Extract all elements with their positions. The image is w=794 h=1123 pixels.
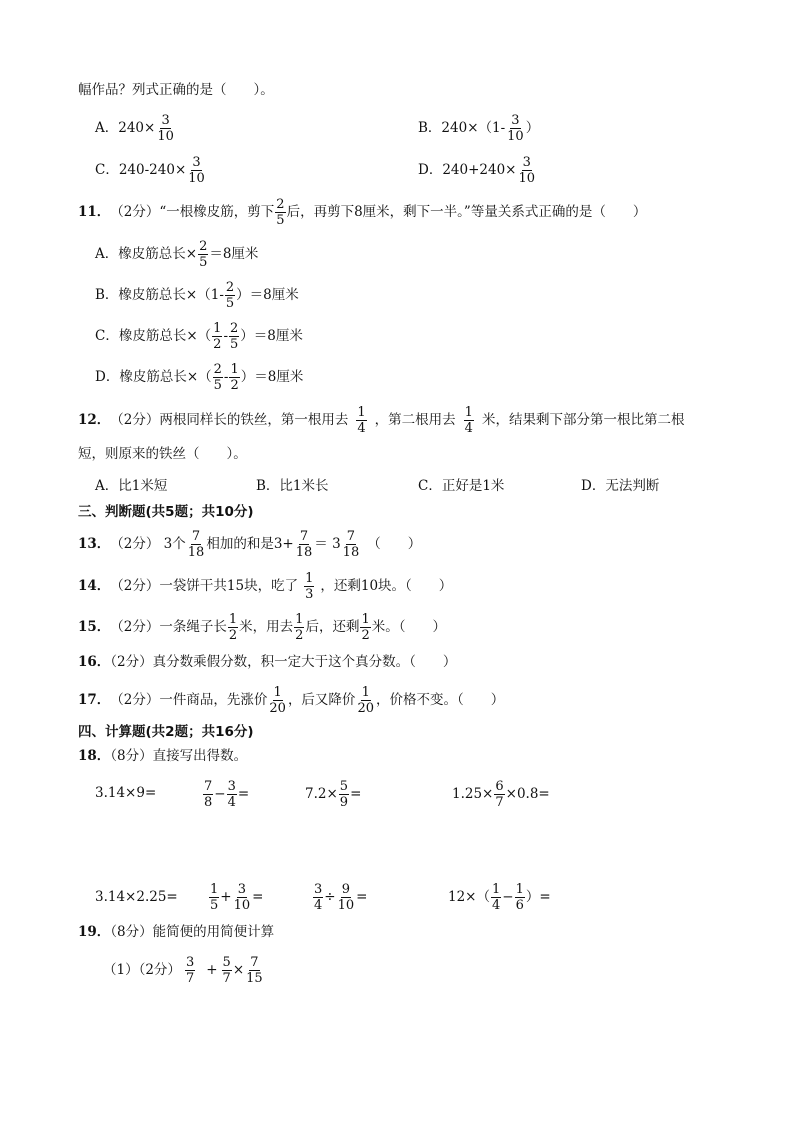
denominator: 10	[233, 897, 251, 913]
q16	[78, 652, 456, 672]
fraction	[198, 239, 208, 270]
q13	[78, 524, 421, 564]
question-number: 19．	[78, 924, 111, 940]
fraction	[222, 955, 232, 986]
numerator: 3	[192, 154, 201, 170]
denominator: 5	[210, 897, 219, 913]
denominator: 5	[213, 377, 222, 393]
numerator: 1	[361, 611, 370, 627]
answer-blank: （ ）	[367, 536, 422, 552]
fraction	[515, 882, 525, 913]
numerator: 3	[185, 954, 195, 970]
numerator: 5	[222, 954, 231, 970]
numerator: 3	[522, 154, 531, 170]
q10-option-a	[95, 108, 176, 148]
numerator: 7	[346, 528, 356, 544]
option-text: 240+240×	[442, 162, 517, 178]
numerator: 1	[230, 361, 239, 377]
fraction	[491, 882, 501, 913]
question-text: 米。（ ）	[371, 619, 446, 635]
question-text: （2分）两根同样长的铁丝，第一根用去	[110, 412, 349, 428]
question-text: 后，再剪下8厘米，剩下一半。”等量关系式正确的是（ ）	[286, 204, 647, 220]
q19-part1	[103, 950, 265, 990]
option-text-end: ＝8厘米	[209, 246, 259, 262]
denominator: 2	[361, 627, 370, 643]
option-text: 240-240×	[118, 162, 187, 178]
numerator: 2	[199, 238, 208, 254]
fraction	[339, 779, 349, 810]
q12-option-a: A．比1米短	[95, 478, 168, 494]
fraction	[227, 779, 237, 810]
option-label: D．	[418, 162, 443, 178]
denominator: 7	[185, 970, 195, 986]
denominator: 15	[246, 970, 263, 986]
denominator: 20	[269, 700, 286, 716]
question-number: 18．	[78, 748, 111, 764]
equals-sign: =	[252, 889, 264, 905]
question-text: ，后又降价	[287, 692, 356, 708]
fraction	[229, 362, 239, 393]
expression-text: 7.2×	[305, 786, 338, 802]
numerator: 1	[357, 404, 366, 420]
denominator: 20	[357, 700, 374, 716]
fraction	[268, 685, 287, 716]
q11-option-b	[95, 275, 299, 315]
q10-option-d	[418, 150, 537, 190]
denominator: 2	[213, 336, 222, 352]
fraction	[185, 955, 195, 986]
part-label: （1）（2分）	[103, 962, 181, 978]
q18-stem	[78, 746, 247, 766]
denominator: 18	[187, 544, 205, 560]
numerator: 1	[515, 881, 524, 897]
fraction	[294, 612, 304, 643]
fraction	[213, 362, 223, 393]
denominator: 4	[464, 420, 473, 436]
numerator: 2	[213, 361, 222, 377]
denominator: 5	[230, 336, 239, 352]
question-text: 后，还剩	[305, 619, 360, 635]
denominator: 10	[337, 897, 355, 913]
denominator: 5	[225, 295, 235, 311]
numerator: 2	[230, 320, 239, 336]
numerator: 7	[191, 528, 201, 544]
q11-option-c	[95, 316, 303, 356]
question-text: （2分）一件商品，先涨价	[110, 692, 268, 708]
numerator: 3	[237, 881, 246, 897]
operator: −	[502, 889, 514, 905]
q10-option-b	[418, 108, 539, 148]
question-number: 17．	[78, 692, 111, 708]
q10-option-c	[95, 150, 207, 190]
denominator: 2	[228, 627, 238, 643]
option-label: B．	[95, 287, 119, 303]
denominator: 18	[342, 544, 360, 560]
q11-option-a	[95, 234, 258, 274]
question-text: 米，结果剩下部分第一根比第二根	[481, 412, 685, 428]
q11-stem	[78, 192, 646, 232]
operator: ×	[232, 962, 245, 978]
numerator: 7	[250, 954, 259, 970]
fraction	[275, 197, 285, 228]
q10-stem: 幅作品？列式正确的是（ ）。	[78, 82, 274, 98]
q12-option-d: D．无法判断	[581, 478, 660, 494]
numerator: 1	[295, 611, 304, 627]
fraction	[337, 882, 356, 913]
fraction	[342, 529, 361, 560]
option-text-end: ）＝8厘米	[240, 369, 304, 385]
denominator: 4	[314, 897, 323, 913]
numerator: 1	[213, 320, 222, 336]
denominator: 4	[492, 897, 501, 913]
fraction	[295, 529, 314, 560]
fraction	[229, 321, 239, 352]
fraction	[356, 405, 366, 436]
equals-sign: =	[237, 786, 250, 802]
option-text: 橡皮筋总长×（	[119, 369, 212, 385]
denominator: 10	[157, 128, 174, 144]
equals-sign: =	[350, 786, 362, 802]
option-text: 240×（1-	[441, 120, 506, 136]
denominator: 3	[305, 586, 314, 602]
option-text: 240×	[118, 120, 156, 136]
expression-text: 12×（	[448, 889, 490, 905]
calc-expression	[202, 774, 249, 814]
fraction	[187, 155, 206, 186]
q19-stem	[78, 922, 274, 942]
question-text: （8分）直接写出得数。	[110, 748, 248, 764]
option-text: 橡皮筋总长×	[118, 246, 198, 262]
operator: -	[223, 328, 228, 344]
denominator: 7	[495, 794, 504, 810]
numerator: 1	[210, 881, 219, 897]
question-text: 米，用去	[239, 619, 294, 635]
question-number: 12．	[78, 412, 111, 428]
calc-expression	[305, 774, 361, 814]
fraction	[518, 155, 537, 186]
question-number: 13．	[78, 536, 111, 552]
q12-stem-line2: 短，则原来的铁丝（ ）。	[78, 446, 247, 462]
fraction	[225, 280, 235, 311]
option-text: 橡皮筋总长×（	[118, 328, 212, 344]
q14	[78, 566, 452, 606]
question-text: （2分） 3个	[110, 536, 186, 552]
fraction	[156, 113, 175, 144]
denominator: 4	[357, 420, 366, 436]
option-label: B．	[418, 120, 442, 136]
q12-option-b: B．比1米长	[256, 478, 329, 494]
fraction	[360, 612, 370, 643]
numerator: 1	[361, 684, 370, 700]
numerator: 7	[204, 778, 213, 794]
q17	[78, 680, 504, 720]
question-text: （2分）“一根橡皮筋，剪下	[110, 204, 275, 220]
fraction	[203, 779, 213, 810]
expression-text: ）=	[525, 889, 551, 905]
calc-expression	[208, 877, 263, 917]
question-text: （2分）一袋饼干共15块，吃了	[110, 578, 299, 594]
numerator: 7	[299, 528, 309, 544]
option-text-end: ）＝8厘米	[240, 328, 303, 344]
question-text: （2分）真分数乘假分数，积一定大于这个真分数。（ ）	[110, 654, 457, 670]
denominator: 9	[339, 794, 349, 810]
numerator: 2	[225, 279, 235, 295]
question-text: ，第二根用去	[374, 412, 456, 428]
operator: +	[220, 889, 232, 905]
fraction	[228, 612, 238, 643]
operator: ÷	[324, 889, 336, 905]
fraction	[212, 321, 222, 352]
operator: +	[206, 962, 218, 978]
option-label: C．	[95, 162, 119, 178]
numerator: 3	[314, 881, 323, 897]
fraction	[187, 529, 206, 560]
denominator: 18	[295, 544, 313, 560]
calc-expression	[452, 774, 550, 814]
section-heading: 四、计算题(共2题；共16分)	[78, 724, 254, 740]
question-number: 16．	[78, 654, 111, 670]
calc-expression: 3.14×9=	[95, 785, 157, 801]
numerator: 2	[276, 196, 285, 212]
denominator: 5	[276, 212, 285, 228]
numerator: 3	[227, 778, 236, 794]
denominator: 10	[507, 128, 524, 144]
question-number: 11．	[78, 204, 111, 220]
calc-expression	[312, 877, 367, 917]
denominator: 2	[230, 377, 239, 393]
equals-sign: =	[356, 889, 368, 905]
question-text: （8分）能简便的用简便计算	[110, 924, 275, 940]
q12-stem	[78, 400, 684, 440]
option-label: A．	[95, 120, 119, 136]
numerator: 1	[492, 881, 501, 897]
question-text: ，价格不变。（ ）	[375, 692, 505, 708]
option-text-end: ）＝8厘米	[236, 287, 299, 303]
section-heading: 三、判断题(共5题；共10分)	[78, 504, 254, 520]
denominator: 7	[222, 970, 231, 986]
expression-text: ×0.8=	[505, 786, 550, 802]
option-label: C．	[95, 328, 119, 344]
denominator: 10	[188, 170, 205, 186]
question-text: ＝ 3	[314, 536, 341, 552]
expression-text: 1.25×	[452, 786, 494, 802]
operator: -	[223, 369, 229, 385]
q12-option-c: C．正好是1米	[418, 478, 505, 494]
denominator: 2	[295, 627, 304, 643]
fraction	[304, 571, 314, 602]
numerator: 1	[305, 570, 314, 586]
option-label: A．	[95, 246, 119, 262]
calc-expression	[448, 877, 551, 917]
option-label: D．	[95, 369, 120, 385]
numerator: 5	[339, 778, 349, 794]
fraction	[506, 113, 525, 144]
question-text: 相加的和是3+	[206, 536, 294, 552]
fraction	[245, 955, 264, 986]
fraction	[356, 685, 375, 716]
fraction	[464, 405, 474, 436]
fraction	[233, 882, 252, 913]
numerator: 9	[341, 881, 350, 897]
denominator: 6	[515, 897, 524, 913]
denominator: 4	[227, 794, 236, 810]
numerator: 3	[511, 112, 520, 128]
denominator: 10	[518, 170, 536, 186]
question-text: ，还剩10块。（ ）	[320, 578, 453, 594]
numerator: 1	[228, 611, 238, 627]
numerator: 3	[161, 112, 170, 128]
q15	[78, 607, 446, 647]
denominator: 5	[199, 254, 208, 270]
fraction	[494, 779, 504, 810]
question-text: （2分）一条绳子长	[110, 619, 227, 635]
option-text-end: ）	[525, 120, 540, 136]
numerator: 1	[273, 684, 282, 700]
denominator: 8	[204, 794, 213, 810]
operator: −	[214, 786, 226, 802]
q11-option-d	[95, 357, 303, 397]
numerator: 6	[495, 778, 504, 794]
calc-expression: 3.14×2.25=	[95, 889, 178, 905]
fraction	[313, 882, 323, 913]
numerator: 1	[464, 404, 473, 420]
question-number: 14．	[78, 578, 111, 594]
fraction	[209, 882, 219, 913]
option-text: 橡皮筋总长×（1-	[118, 287, 224, 303]
question-number: 15．	[78, 619, 111, 635]
